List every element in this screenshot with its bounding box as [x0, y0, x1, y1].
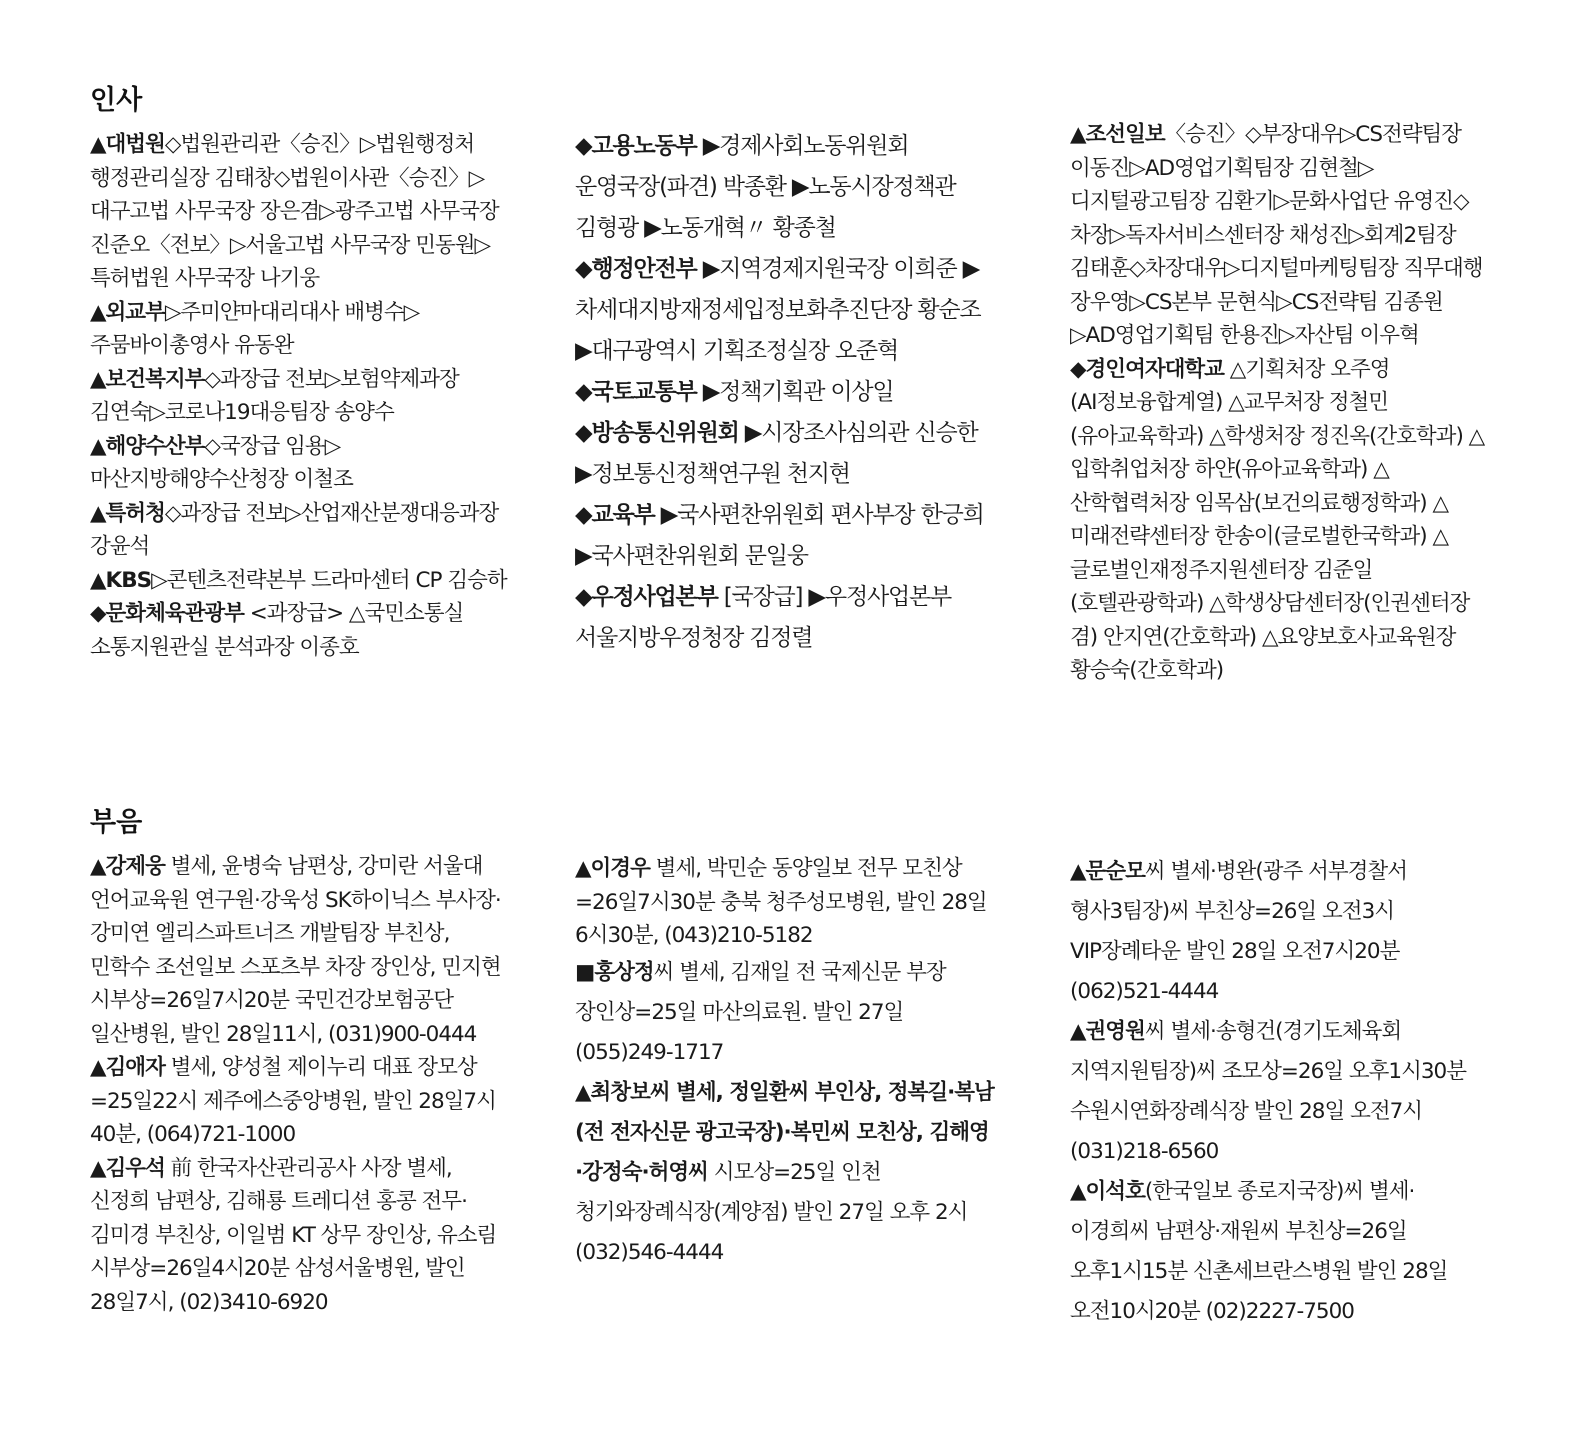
- personnel-entry: [575, 413, 995, 495]
- entry-text: △기획처장 오주영(AI정보융합계열) △교무처장 정철민(유아교육학과) △학생처장 정진옥(간호학과) △입학취업처장 하얀(유아교육학과) △산학협력처장 임목삼(보건의료행정학과) △미래전략센터장 한송이(글로벌한국학과) △글로벌인재정주지원센터장 김준일(호텔관광학과) △학생상담센터장(인권센터장 겸) 안지연(간호학과) △요양보호사교육원장 황승숙(간호학과): [1070, 356, 1485, 683]
- entry-text: 前 한국자산관리공사 사장 별세, 신정희 남편상, 김해룡 트레디션 홍콩 전무·김미경 부친상, 이일범 KT 상무 장인상, 유소림 시부상=26일4시20분 삼성서울병원, 발인 28일7시, (02)3410-6920: [90, 1155, 497, 1315]
- entry-text: ◇국장급 임용▷마산지방해양수산청장 이철조: [90, 433, 353, 492]
- entry-text: ▶정책기획관 이상일: [696, 379, 894, 405]
- entry-text: 시모상=25일 인천 청기와장례식장(계양점) 발인 27일 오후 2시 (032)546-4444: [575, 1159, 968, 1265]
- entry-text: 씨 별세, 김재일 전 국제신문 부장 장인상=25일 마산의료원. 발인 27일 (055)249-1717: [575, 959, 946, 1065]
- org-name: ▲대법원: [90, 132, 165, 157]
- deceased-name: ▲이석호: [1070, 1179, 1145, 1204]
- personnel-column-2: [575, 126, 995, 659]
- personnel-entry: [1070, 353, 1490, 688]
- obituary-entry: [1070, 1172, 1490, 1332]
- entry-text: 씨 별세·송형건(경기도체육회 지역지원팀장)씨 조모상=26일 오후1시30분 수원시연화장례식장 발인 28일 오전7시 (031)218-6560: [1070, 1019, 1467, 1164]
- entry-text: 별세, 양성철 제이누리 대표 장모상=25일22시 제주에스중앙병원, 발인 28일7시 40분, (064)721-1000: [90, 1055, 496, 1147]
- entry-text: ▶경제사회노동위원회 운영국장(파견) 박종환 ▶노동시장정책관 김형광 ▶노동개혁〃 황종철: [575, 133, 956, 241]
- obituary-entry: [575, 1073, 995, 1273]
- entry-text: ▷콘텐츠전략본부 드라마센터 CP 김승하: [151, 567, 507, 593]
- entry-text: 별세, 박민순 동양일보 전무 모친상=26일7시30분 충북 청주성모병원, 발인 28일 6시30분, (043)210-5182: [575, 856, 987, 948]
- entry-text: 별세, 윤병숙 남편상, 강미란 서울대 언어교육원 연구원·강욱성 SK하이닉스 부사장·강미연 엘리스파트너즈 개발팀장 부친상, 민학수 조선일보 스포츠부 차장 장인상, 민지현 시부상=26일7시20분 국민건강보험공단 일산병원, 발인 28일11시, (031)900-0444: [90, 854, 501, 1047]
- entry-text: ▷주미얀마대리대사 배병수▷주뭄바이총영사 유동완: [90, 299, 420, 358]
- personnel-entry: [90, 564, 508, 598]
- org-name: ◆방송통신위원회: [575, 420, 739, 446]
- personnel-entry: [575, 577, 995, 659]
- deceased-name: ▲문순모: [1070, 859, 1145, 884]
- obituary-entry: [1070, 852, 1490, 1012]
- entry-text: ◇과장급 전보▷산업재산분쟁대응과장 강윤석: [90, 500, 499, 559]
- org-name: ▲해양수산부: [90, 433, 205, 459]
- deceased-name: ▲김우석: [90, 1155, 165, 1181]
- org-name: ◆우정사업본부: [575, 584, 718, 610]
- deceased-name: ▲김애자: [90, 1055, 165, 1080]
- obituary-column-1: [90, 850, 508, 1319]
- obituary-entry: [90, 1051, 508, 1152]
- org-name: ▲KBS: [90, 567, 152, 593]
- personnel-heading: 인사: [90, 85, 143, 116]
- obituary-entry: [90, 850, 508, 1051]
- personnel-entry: [90, 597, 508, 664]
- obituary-column-2: [575, 852, 995, 1273]
- org-name: ▲외교부: [90, 299, 165, 325]
- org-name: ▲보건복지부: [90, 366, 205, 392]
- deceased-name: ▲강제웅: [90, 854, 165, 879]
- obituary-entry: [90, 1152, 508, 1320]
- personnel-entry: [575, 249, 995, 372]
- entry-text: <과장급> △국민소통실 소통지원관실 분석과장 이종호: [90, 601, 464, 660]
- org-name: ◆교육부: [575, 502, 655, 528]
- personnel-entry: [90, 430, 508, 497]
- entry-text: ◇과장급 전보▷보험약제과장 김연숙▷코로나19대응팀장 송양수: [90, 366, 459, 425]
- personnel-entry: [90, 363, 508, 430]
- org-name: ▲조선일보: [1070, 122, 1165, 147]
- org-name: ◆고용노동부: [575, 133, 697, 159]
- deceased-name: ▲이경우: [575, 856, 650, 881]
- entry-text: 〈승진〉◇부장대우▷CS전략팀장 이동진▷AD영업기획팀장 김현철▷디지털광고팀장 김환기▷문화사업단 유영진◇차장▷독자서비스센터장 채성진▷회계2팀장 김태훈◇차장대우▷디지털마케팅팀장 직무대행 장우영▷CS본부 문현식▷CS전략팀 김종원▷AD영업기획팀 한용진▷자산팀 이우혁: [1070, 122, 1483, 348]
- deceased-name: ▲권영원: [1070, 1019, 1145, 1044]
- personnel-column-1: [90, 128, 508, 664]
- deceased-name: ▲최창보씨 별세, 정일환씨 부인상, 정복길·복남(전 전자신문 광고국장)·복민씨 모친상, 김해영·강정숙·허영씨: [575, 1079, 994, 1185]
- entry-text: [국장급] ▶우정사업본부 서울지방우정청장 김정렬: [575, 584, 952, 651]
- personnel-entry: [575, 372, 995, 413]
- org-name: ◆행정안전부: [575, 256, 697, 282]
- personnel-entry: [575, 495, 995, 577]
- org-name: ◆경인여자대학교: [1070, 356, 1224, 382]
- entry-text: ▶시장조사심의관 신승한 ▶정보통신정책연구원 천지현: [575, 420, 978, 487]
- obituary-column-3: [1070, 852, 1490, 1332]
- obituary-entry: [575, 953, 995, 1073]
- obituary-entry: [1070, 1012, 1490, 1172]
- personnel-entry: [90, 497, 508, 564]
- org-name: ◆국토교통부: [575, 379, 697, 405]
- deceased-name: ■홍상정: [575, 959, 654, 985]
- entry-text: 씨 별세·병완(광주 서부경찰서 형사3팀장)씨 부친상=26일 오전3시 VIP장례타운 발인 28일 오전7시20분 (062)521-4444: [1070, 859, 1407, 1004]
- entry-text: ▶지역경제지원국장 이희준 ▶차세대지방재정세입정보화추진단장 황순조 ▶대구광역시 기획조정실장 오준혁: [575, 256, 981, 364]
- org-name: ◆문화체육관광부: [90, 601, 244, 626]
- entry-text: (한국일보 종로지국장)씨 별세·이경희씨 남편상·재원씨 부친상=26일 오후1시15분 신촌세브란스병원 발인 28일 오전10시20분 (02)2227-7500: [1070, 1179, 1448, 1324]
- personnel-entry: [90, 128, 508, 296]
- entry-text: ▶국사편찬위원회 편사부장 한긍희 ▶국사편찬위원회 문일웅: [575, 502, 984, 569]
- org-name: ▲특허청: [90, 500, 165, 526]
- personnel-entry: [1070, 118, 1490, 353]
- personnel-entry: [90, 296, 508, 363]
- entry-text: ◇법원관리관〈승진〉▷법원행정처 행정관리실장 김태창◇법원이사관〈승진〉▷대구고법 사무국장 장은겸▷광주고법 사무국장 진준오〈전보〉▷서울고법 사무국장 민동원▷특허법원 사무국장 나기웅: [90, 132, 499, 291]
- personnel-entry: [575, 126, 995, 249]
- personnel-column-3: [1070, 118, 1490, 688]
- obituary-entry: [575, 852, 995, 953]
- obituary-heading: 부음: [90, 807, 143, 838]
